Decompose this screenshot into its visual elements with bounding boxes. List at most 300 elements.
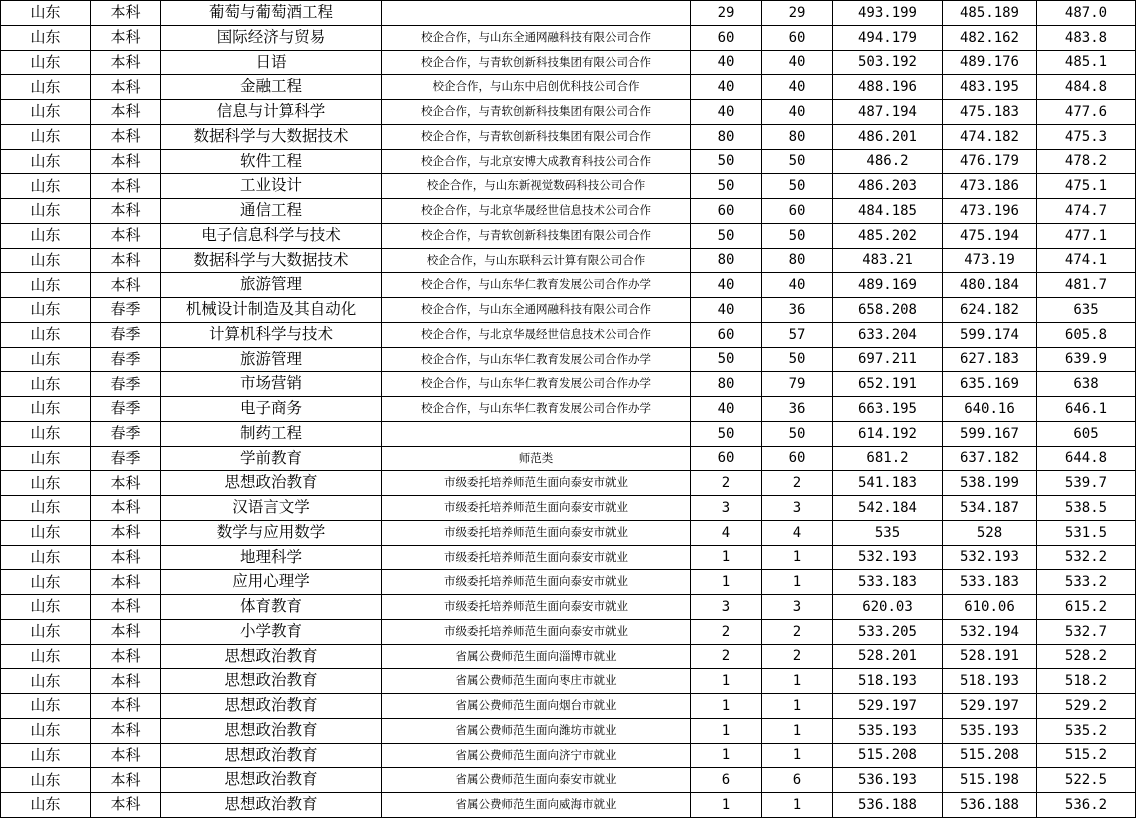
max-score-cell: 652.191 [833,372,943,397]
plan-count-cell: 40 [691,50,762,75]
province-cell: 山东 [1,298,91,323]
min-score-cell: 599.167 [943,421,1037,446]
note-cell: 市级委托培养师范生面向泰安市就业 [382,520,691,545]
plan-count-cell: 1 [691,694,762,719]
min-score-cell: 528.191 [943,644,1037,669]
min-score-cell: 473.19 [943,248,1037,273]
province-cell: 山东 [1,718,91,743]
note-cell: 省属公费师范生面向泰安市就业 [382,768,691,793]
admitted-count-cell: 1 [762,694,833,719]
plan-count-cell: 1 [691,545,762,570]
batch-cell: 本科 [91,149,161,174]
admitted-count-cell: 40 [762,273,833,298]
table-row [1,768,1136,793]
plan-count-cell: 40 [691,298,762,323]
max-score-cell: 489.169 [833,273,943,298]
note-cell: 校企合作，与山东联科云计算有限公司合作 [382,248,691,273]
plan-count-cell: 40 [691,75,762,100]
batch-cell: 本科 [91,619,161,644]
avg-score-cell: 528.2 [1037,644,1136,669]
admitted-count-cell: 57 [762,322,833,347]
table-row [1,471,1136,496]
admitted-count-cell: 1 [762,570,833,595]
batch-cell: 本科 [91,570,161,595]
major-cell: 思想政治教育 [161,694,382,719]
major-cell: 思想政治教育 [161,471,382,496]
min-score-cell: 483.195 [943,75,1037,100]
max-score-cell: 485.202 [833,223,943,248]
plan-count-cell: 1 [691,718,762,743]
batch-cell: 本科 [91,100,161,125]
avg-score-cell: 532.2 [1037,545,1136,570]
batch-cell: 本科 [91,694,161,719]
table-row [1,25,1136,50]
max-score-cell: 486.201 [833,124,943,149]
batch-cell: 春季 [91,397,161,422]
table-row [1,199,1136,224]
province-cell: 山东 [1,793,91,818]
min-score-cell: 534.187 [943,496,1037,521]
avg-score-cell: 515.2 [1037,743,1136,768]
plan-count-cell: 1 [691,669,762,694]
max-score-cell: 541.183 [833,471,943,496]
batch-cell: 春季 [91,446,161,471]
max-score-cell: 535.193 [833,718,943,743]
table-row [1,520,1136,545]
plan-count-cell: 50 [691,347,762,372]
batch-cell: 本科 [91,545,161,570]
avg-score-cell: 615.2 [1037,595,1136,620]
admitted-count-cell: 40 [762,75,833,100]
note-cell: 校企合作，与青软创新科技集团有限公司合作 [382,124,691,149]
plan-count-cell: 40 [691,397,762,422]
avg-score-cell: 536.2 [1037,793,1136,818]
province-cell: 山东 [1,619,91,644]
table-row [1,496,1136,521]
max-score-cell: 532.193 [833,545,943,570]
major-cell: 信息与计算科学 [161,100,382,125]
min-score-cell: 640.16 [943,397,1037,422]
batch-cell: 本科 [91,25,161,50]
major-cell: 市场营销 [161,372,382,397]
province-cell: 山东 [1,75,91,100]
max-score-cell: 493.199 [833,1,943,26]
note-cell: 校企合作，与北京华晟经世信息技术公司合作 [382,199,691,224]
min-score-cell: 474.182 [943,124,1037,149]
batch-cell: 本科 [91,50,161,75]
admitted-count-cell: 40 [762,50,833,75]
major-cell: 思想政治教育 [161,718,382,743]
avg-score-cell: 487.0 [1037,1,1136,26]
plan-count-cell: 60 [691,446,762,471]
note-cell: 校企合作，与山东新视觉数码科技公司合作 [382,174,691,199]
major-cell: 旅游管理 [161,347,382,372]
max-score-cell: 488.196 [833,75,943,100]
min-score-cell: 538.199 [943,471,1037,496]
avg-score-cell: 478.2 [1037,149,1136,174]
min-score-cell: 482.162 [943,25,1037,50]
province-cell: 山东 [1,347,91,372]
note-cell: 校企合作，与北京华晟经世信息技术公司合作 [382,322,691,347]
max-score-cell: 536.193 [833,768,943,793]
major-cell: 旅游管理 [161,273,382,298]
plan-count-cell: 1 [691,570,762,595]
major-cell: 思想政治教育 [161,743,382,768]
plan-count-cell: 1 [691,743,762,768]
province-cell: 山东 [1,520,91,545]
avg-score-cell: 481.7 [1037,273,1136,298]
batch-cell: 本科 [91,248,161,273]
avg-score-cell: 522.5 [1037,768,1136,793]
province-cell: 山东 [1,595,91,620]
province-cell: 山东 [1,248,91,273]
table-row [1,644,1136,669]
table-row [1,124,1136,149]
major-cell: 电子商务 [161,397,382,422]
note-cell: 市级委托培养师范生面向泰安市就业 [382,570,691,595]
batch-cell: 本科 [91,669,161,694]
table-row [1,718,1136,743]
min-score-cell: 480.184 [943,273,1037,298]
min-score-cell: 610.06 [943,595,1037,620]
province-cell: 山东 [1,669,91,694]
admitted-count-cell: 4 [762,520,833,545]
avg-score-cell: 529.2 [1037,694,1136,719]
avg-score-cell: 638 [1037,372,1136,397]
major-cell: 地理科学 [161,545,382,570]
major-cell: 学前教育 [161,446,382,471]
province-cell: 山东 [1,50,91,75]
province-cell: 山东 [1,1,91,26]
major-cell: 思想政治教育 [161,793,382,818]
min-score-cell: 489.176 [943,50,1037,75]
admitted-count-cell: 50 [762,223,833,248]
plan-count-cell: 60 [691,322,762,347]
province-cell: 山东 [1,397,91,422]
avg-score-cell: 644.8 [1037,446,1136,471]
major-cell: 思想政治教育 [161,644,382,669]
min-score-cell: 476.179 [943,149,1037,174]
avg-score-cell: 538.5 [1037,496,1136,521]
min-score-cell: 532.193 [943,545,1037,570]
note-cell [382,1,691,26]
plan-count-cell: 4 [691,520,762,545]
major-cell: 汉语言文学 [161,496,382,521]
table-row [1,75,1136,100]
avg-score-cell: 605 [1037,421,1136,446]
province-cell: 山东 [1,100,91,125]
note-cell: 师范类 [382,446,691,471]
plan-count-cell: 2 [691,644,762,669]
major-cell: 通信工程 [161,199,382,224]
table-row [1,397,1136,422]
plan-count-cell: 50 [691,421,762,446]
max-score-cell: 518.193 [833,669,943,694]
table-row [1,595,1136,620]
batch-cell: 本科 [91,520,161,545]
note-cell: 省属公费师范生面向潍坊市就业 [382,718,691,743]
province-cell: 山东 [1,322,91,347]
admitted-count-cell: 2 [762,619,833,644]
batch-cell: 本科 [91,1,161,26]
batch-cell: 本科 [91,768,161,793]
avg-score-cell: 475.1 [1037,174,1136,199]
province-cell: 山东 [1,124,91,149]
major-cell: 体育教育 [161,595,382,620]
note-cell: 市级委托培养师范生面向泰安市就业 [382,619,691,644]
province-cell: 山东 [1,223,91,248]
batch-cell: 本科 [91,223,161,248]
note-cell: 市级委托培养师范生面向泰安市就业 [382,595,691,620]
max-score-cell: 494.179 [833,25,943,50]
province-cell: 山东 [1,149,91,174]
plan-count-cell: 50 [691,149,762,174]
max-score-cell: 529.197 [833,694,943,719]
batch-cell: 本科 [91,718,161,743]
note-cell: 校企合作，与山东华仁教育发展公司合作办学 [382,347,691,372]
avg-score-cell: 485.1 [1037,50,1136,75]
province-cell: 山东 [1,471,91,496]
plan-count-cell: 60 [691,199,762,224]
avg-score-cell: 475.3 [1037,124,1136,149]
avg-score-cell: 646.1 [1037,397,1136,422]
plan-count-cell: 2 [691,471,762,496]
avg-score-cell: 518.2 [1037,669,1136,694]
min-score-cell: 529.197 [943,694,1037,719]
max-score-cell: 681.2 [833,446,943,471]
min-score-cell: 533.183 [943,570,1037,595]
batch-cell: 春季 [91,298,161,323]
batch-cell: 本科 [91,743,161,768]
admitted-count-cell: 79 [762,372,833,397]
max-score-cell: 487.194 [833,100,943,125]
min-score-cell: 515.208 [943,743,1037,768]
table-row [1,298,1136,323]
note-cell: 校企合作，与青软创新科技集团有限公司合作 [382,223,691,248]
plan-count-cell: 60 [691,25,762,50]
plan-count-cell: 80 [691,372,762,397]
table-row [1,322,1136,347]
min-score-cell: 475.183 [943,100,1037,125]
batch-cell: 本科 [91,124,161,149]
major-cell: 葡萄与葡萄酒工程 [161,1,382,26]
table-row [1,347,1136,372]
major-cell: 金融工程 [161,75,382,100]
table-row [1,149,1136,174]
table-row [1,669,1136,694]
avg-score-cell: 484.8 [1037,75,1136,100]
major-cell: 机械设计制造及其自动化 [161,298,382,323]
major-cell: 制药工程 [161,421,382,446]
note-cell: 省属公费师范生面向枣庄市就业 [382,669,691,694]
plan-count-cell: 1 [691,793,762,818]
admitted-count-cell: 1 [762,669,833,694]
note-cell: 校企合作，与山东华仁教育发展公司合作办学 [382,273,691,298]
admitted-count-cell: 50 [762,421,833,446]
province-cell: 山东 [1,545,91,570]
avg-score-cell: 532.7 [1037,619,1136,644]
batch-cell: 春季 [91,421,161,446]
table-row [1,570,1136,595]
min-score-cell: 532.194 [943,619,1037,644]
min-score-cell: 624.182 [943,298,1037,323]
admitted-count-cell: 29 [762,1,833,26]
avg-score-cell: 474.7 [1037,199,1136,224]
province-cell: 山东 [1,743,91,768]
note-cell: 省属公费师范生面向烟台市就业 [382,694,691,719]
min-score-cell: 637.182 [943,446,1037,471]
max-score-cell: 515.208 [833,743,943,768]
batch-cell: 本科 [91,496,161,521]
max-score-cell: 536.188 [833,793,943,818]
plan-count-cell: 80 [691,248,762,273]
batch-cell: 春季 [91,322,161,347]
table-row [1,50,1136,75]
admitted-count-cell: 1 [762,743,833,768]
admitted-count-cell: 2 [762,471,833,496]
major-cell: 小学教育 [161,619,382,644]
note-cell: 校企合作，与青软创新科技集团有限公司合作 [382,50,691,75]
table-row [1,421,1136,446]
max-score-cell: 486.203 [833,174,943,199]
admitted-count-cell: 80 [762,124,833,149]
table-body [1,1,1136,818]
max-score-cell: 533.183 [833,570,943,595]
province-cell: 山东 [1,768,91,793]
admitted-count-cell: 1 [762,793,833,818]
admitted-count-cell: 3 [762,595,833,620]
note-cell: 校企合作，与北京安博大成教育科技公司合作 [382,149,691,174]
plan-count-cell: 80 [691,124,762,149]
avg-score-cell: 539.7 [1037,471,1136,496]
note-cell [382,421,691,446]
max-score-cell: 697.211 [833,347,943,372]
admitted-count-cell: 36 [762,298,833,323]
province-cell: 山东 [1,273,91,298]
province-cell: 山东 [1,199,91,224]
table-row [1,743,1136,768]
batch-cell: 本科 [91,75,161,100]
plan-count-cell: 3 [691,595,762,620]
max-score-cell: 620.03 [833,595,943,620]
table-row [1,248,1136,273]
table-row [1,446,1136,471]
province-cell: 山东 [1,570,91,595]
batch-cell: 本科 [91,471,161,496]
plan-count-cell: 40 [691,273,762,298]
note-cell: 校企合作，与山东华仁教育发展公司合作办学 [382,397,691,422]
province-cell: 山东 [1,25,91,50]
avg-score-cell: 605.8 [1037,322,1136,347]
major-cell: 日语 [161,50,382,75]
major-cell: 电子信息科学与技术 [161,223,382,248]
admitted-count-cell: 50 [762,347,833,372]
batch-cell: 本科 [91,273,161,298]
admitted-count-cell: 1 [762,718,833,743]
admitted-count-cell: 40 [762,100,833,125]
province-cell: 山东 [1,421,91,446]
max-score-cell: 542.184 [833,496,943,521]
max-score-cell: 658.208 [833,298,943,323]
note-cell: 校企合作，与山东全通网融科技有限公司合作 [382,298,691,323]
province-cell: 山东 [1,174,91,199]
major-cell: 思想政治教育 [161,768,382,793]
min-score-cell: 518.193 [943,669,1037,694]
avg-score-cell: 533.2 [1037,570,1136,595]
plan-count-cell: 40 [691,100,762,125]
table-row [1,545,1136,570]
plan-count-cell: 3 [691,496,762,521]
table-row [1,793,1136,818]
avg-score-cell: 635 [1037,298,1136,323]
major-cell: 数据科学与大数据技术 [161,248,382,273]
batch-cell: 本科 [91,595,161,620]
note-cell: 校企合作，与青软创新科技集团有限公司合作 [382,100,691,125]
admitted-count-cell: 60 [762,25,833,50]
max-score-cell: 663.195 [833,397,943,422]
min-score-cell: 528 [943,520,1037,545]
province-cell: 山东 [1,694,91,719]
max-score-cell: 486.2 [833,149,943,174]
max-score-cell: 633.204 [833,322,943,347]
province-cell: 山东 [1,644,91,669]
max-score-cell: 484.185 [833,199,943,224]
admitted-count-cell: 36 [762,397,833,422]
avg-score-cell: 535.2 [1037,718,1136,743]
batch-cell: 春季 [91,347,161,372]
min-score-cell: 627.183 [943,347,1037,372]
max-score-cell: 483.21 [833,248,943,273]
admitted-count-cell: 3 [762,496,833,521]
major-cell: 软件工程 [161,149,382,174]
plan-count-cell: 50 [691,223,762,248]
min-score-cell: 536.188 [943,793,1037,818]
batch-cell: 本科 [91,174,161,199]
major-cell: 数据科学与大数据技术 [161,124,382,149]
max-score-cell: 533.205 [833,619,943,644]
admitted-count-cell: 6 [762,768,833,793]
min-score-cell: 515.198 [943,768,1037,793]
min-score-cell: 535.193 [943,718,1037,743]
admitted-count-cell: 60 [762,446,833,471]
table-row [1,100,1136,125]
max-score-cell: 614.192 [833,421,943,446]
major-cell: 数学与应用数学 [161,520,382,545]
batch-cell: 本科 [91,644,161,669]
major-cell: 工业设计 [161,174,382,199]
admitted-count-cell: 50 [762,149,833,174]
admitted-count-cell: 80 [762,248,833,273]
avg-score-cell: 531.5 [1037,520,1136,545]
batch-cell: 本科 [91,199,161,224]
max-score-cell: 535 [833,520,943,545]
note-cell: 市级委托培养师范生面向泰安市就业 [382,545,691,570]
max-score-cell: 503.192 [833,50,943,75]
major-cell: 国际经济与贸易 [161,25,382,50]
table-row [1,273,1136,298]
note-cell: 校企合作，与山东中启创优科技公司合作 [382,75,691,100]
major-cell: 计算机科学与技术 [161,322,382,347]
batch-cell: 本科 [91,793,161,818]
max-score-cell: 528.201 [833,644,943,669]
plan-count-cell: 50 [691,174,762,199]
table-row [1,223,1136,248]
admitted-count-cell: 60 [762,199,833,224]
major-cell: 思想政治教育 [161,669,382,694]
table-row [1,694,1136,719]
plan-count-cell: 29 [691,1,762,26]
avg-score-cell: 474.1 [1037,248,1136,273]
